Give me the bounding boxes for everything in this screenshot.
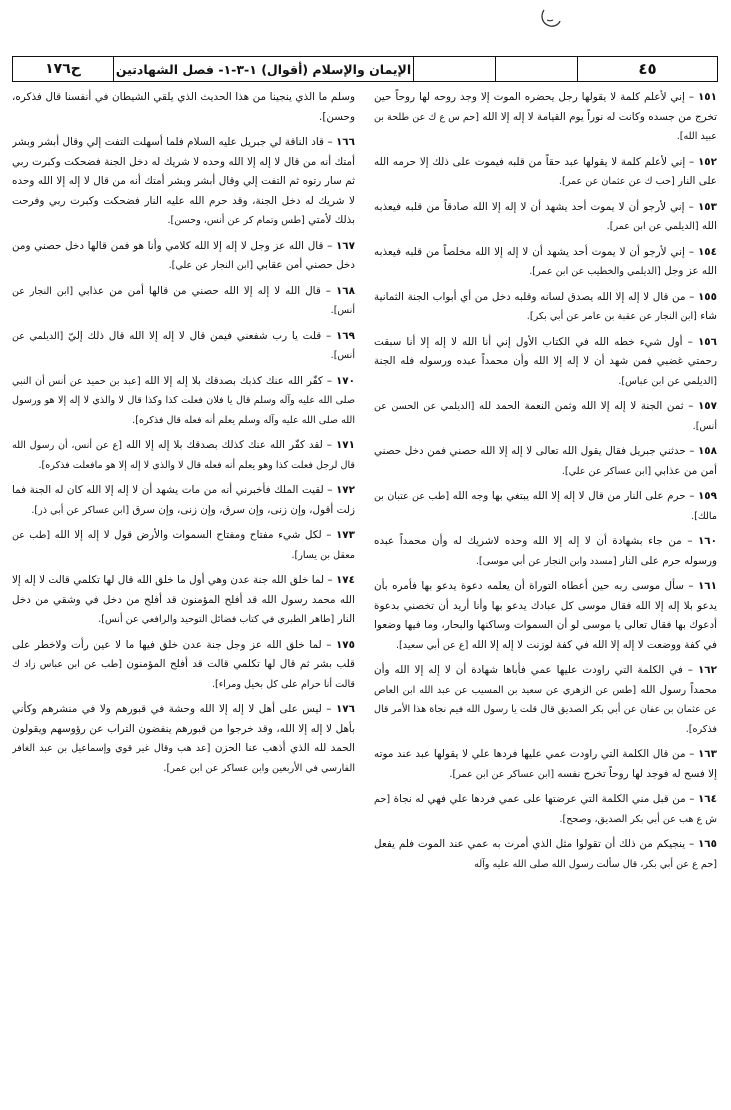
hadith-number: ١٦٤ bbox=[697, 793, 717, 805]
hadith-number: ١٥١ bbox=[697, 91, 717, 103]
hadith-text: ينجيكم من ذلك أن تقولوا مثل الذي أمرت به عمي عند الموت فلم يفعل bbox=[374, 838, 686, 850]
hadith-source: [طب عن عتبان بن مالك]. bbox=[374, 491, 717, 522]
hadith-entry: ١٦٥ – ينجيكم من ذلك أن تقولوا مثل الذي أمرت به عمي عند الموت فلم يفعل [حم ع عن أبي بكر، قال سألت رسول الله صلى الله عليه وآله bbox=[374, 838, 717, 870]
hadith-number: ١٧٤ bbox=[335, 574, 355, 586]
hadith-entry: ١٥٤ – إني لأرجو أن لا يموت أحد يشهد أن لا إله إلا الله مخلصاً من قلبه فيعذبه الله عز وجل [الديلمي والخطيب عن ابن عمر]. bbox=[374, 245, 717, 277]
section-title: الإيمان والإسلام (أقوال) ١-٣-١- فصل الشهادتين bbox=[113, 57, 413, 81]
hadith-text: قلت يا رب شفعني فيمن قال لا إله إلا الله قال ذلك إليّ bbox=[68, 329, 322, 342]
hadith-entry: ١٥٣ – إني لأرجو أن لا يموت أحد يشهد أن لا إله إلا الله صادقاً من قلبه فيعذبه الله [الديلمي عن ابن عمر]. bbox=[374, 200, 717, 232]
hadith-source: [ابن عساكر عن أبي ذر]. bbox=[31, 504, 130, 516]
hadith-number: ١٥٢ bbox=[697, 155, 717, 168]
hadith-text: لما خلق الله جنة عدن وهي أول ما خلق الله قال لها تكلمي قالت لا إله إلا الله محمد رسول الله قد أفلح المؤمنون قد أفلح من دخل في وشقي من دخل النار bbox=[12, 574, 355, 625]
hadith-source: [ابن عساكر عن ابن عمر]. bbox=[449, 768, 555, 780]
hadith-text: في الكلمة التي راودت عليها عمي فأباها شهادة أن لا إله إلا الله وأن محمداً رسول الله bbox=[374, 664, 717, 696]
hadith-source: [طس وتمام كر عن أنس، وحسن]. bbox=[167, 215, 305, 226]
ink-mark-icon bbox=[538, 8, 562, 30]
hadith-source: [عبد بن حميد عن أنس أن النبي صلى الله عليه وآله وسلم قال يا فلان فعلت كذا وكذا قال لا والذي لا إله إلا هو ورسول الله صلى الله عليه وآله وسلم يعلم أنه فعله قال فذكره]. bbox=[12, 375, 355, 426]
hadith-source: [حم ش ع هب عن أبي بكر الصديق، وصحح]. bbox=[374, 794, 717, 825]
hadith-text: ثمن الجنة لا إله إلا الله وثمن النعمة الحمد لله bbox=[478, 400, 684, 412]
hadith-text: إني لأعلم كلمة لا يقولها عبد حقاً من قلبه فيموت على ذلك إلا حرمه الله على النار bbox=[374, 155, 717, 187]
hadith-number: ١٦٨ bbox=[335, 284, 355, 297]
hadith-number: ١٥٧ bbox=[697, 400, 717, 412]
hadith-source: [طب عن معقل بن يسار]. bbox=[12, 530, 355, 561]
hadith-number: ١٧٢ bbox=[335, 484, 355, 496]
hadith-source: [حب ك عن عثمان عن عمر]. bbox=[558, 176, 675, 187]
hadith-number: ١٦٩ bbox=[335, 329, 355, 342]
hadith-source: [ع عن أنس، أن رسول الله قال لرجل فعلت كذا وهو يعلم أنه فعله قال لا والذي لا إله إلا هو مافعلت فذكره]. bbox=[12, 440, 355, 471]
hadith-text: قال الله عز وجل لا إله إلا الله كلامي وأنا هو فمن قالها دخل حصني ومن دخل حصني أمن عقابي bbox=[12, 239, 355, 271]
hadith-number: ١٥٩ bbox=[697, 490, 717, 502]
header-spacer bbox=[495, 57, 577, 81]
hadith-entry: ١٦٤ – من قبل مني الكلمة التي عرضتها على عمي فردها علي فهي له نجاة [حم ش ع هب عن أبي بكر الصديق، وصحح]. bbox=[374, 793, 717, 825]
hadith-text: من قبل مني الكلمة التي عرضتها على عمي فردها علي فهي له نجاة bbox=[393, 793, 686, 805]
hadith-entry: ١٥٨ – حدثني جبريل فقال يقول الله تعالى لا إله إلا الله حصني فمن دخل حصني أمن من عذابي [ابن عساكر عن علي]. bbox=[374, 445, 717, 477]
hadith-entry: ١٦٠ – من جاء بشهادة أن لا إله إلا الله وحده لاشريك له وأن محمداً عبده ورسوله حرم على النار [مسدد وابن النجار عن أبي موسى]. bbox=[374, 535, 717, 567]
hadith-entry: ١٥٩ – حرم على النار من قال لا إله إلا الله يبتغي بها وجه الله [طب عن عتبان بن مالك]. bbox=[374, 490, 717, 522]
left-column bbox=[12, 88, 355, 1100]
page-header bbox=[12, 56, 718, 82]
hadith-entry: ١٦٣ – من قال الكلمة التي راودت عمي عليها فردها علي لا يقولها عبد عند موته إلا فسح له فوجد لها روحاً تخرج نفسه [ابن عساكر عن ابن عمر]. bbox=[374, 748, 717, 780]
hadith-entry: ١٧٦ – ليس على أهل لا إله إلا الله وحشة في قبورهم ولا في منشرهم وكأني بأهل لا إله إلا الله، وقد خرجوا من قبورهم ينفضون التراب عن رؤوسهم ويقولون الحمد لله الذي أذهب عنا الحزن [عد هب وقال غير قوي وإسماعيل بن عبد الغافر الفارسي في الأربعين وابن عساكر عن ابن عمر]. bbox=[12, 703, 355, 774]
hadith-number: ١٦٥ bbox=[697, 838, 717, 850]
hadith-source: [طس عن الزهري عن سعيد بن المسيب عن عبد الله ابن العاص عن عثمان بن عفان عن أبي بكر الصديق قال قلت يا رسول الله فيم نجاة هذا الأمر قال فذكره]. bbox=[374, 684, 717, 735]
hadith-source: [ابن النجار عن أنس]. bbox=[12, 285, 355, 316]
hadith-number: ١٧١ bbox=[335, 439, 355, 451]
hadith-entry: ١٦٩ – قلت يا رب شفعني فيمن قال لا إله إلا الله قال ذلك إليّ [الديلمي عن أنس]. bbox=[12, 329, 355, 361]
hadith-source: [طب عن ابن عباس زاد ك قالت أنا حرام على كل بخيل ومراء]. bbox=[12, 659, 355, 690]
header-spacer bbox=[413, 57, 495, 81]
hadith-entry: ١٧٢ – لقيت الملك فأخبرني أنه من مات يشهد أن لا إله إلا الله كان له الجنة فما زلت أقول، وإن زنى، وإن سرق، وإن زنى، وإن سرق [ابن عساكر عن أبي ذر]. bbox=[12, 484, 355, 516]
hadith-number: ١٦٢ bbox=[697, 664, 717, 676]
hadith-source: [الديلمي عن ابن عمر]. bbox=[606, 221, 699, 232]
volume-reference: ح١٧٦ bbox=[45, 61, 81, 77]
hadith-text: قال الله لا إله إلا الله حصني من قالها أمن من عذابي bbox=[78, 284, 321, 297]
hadith-number: ١٧٣ bbox=[335, 529, 355, 541]
hadith-number: ١٦٦ bbox=[335, 136, 355, 148]
hadith-number: ١٦٧ bbox=[335, 239, 355, 252]
hadith-text: لكل شيء مفتاح ومفتاح السموات والأرض قول لا إله إلا الله bbox=[54, 529, 322, 541]
hadith-text: حدثني جبريل فقال يقول الله تعالى لا إله إلا الله حصني فمن دخل حصني أمن من عذابي bbox=[374, 445, 717, 477]
hadith-entry: ١٦٧ – قال الله عز وجل لا إله إلا الله كلامي وأنا هو فمن قالها دخل حصني ومن دخل حصني أمن عقابي [ابن النجار عن علي]. bbox=[12, 239, 355, 271]
hadith-text: من قال لا إله إلا الله يصدق لسانه وقلبه دخل من أي أبواب الجنة الثمانية شاء bbox=[374, 290, 717, 322]
hadith-source: [مسدد وابن النجار عن أبي موسى]. bbox=[475, 555, 617, 567]
hadith-source: [الديلمي عن الحسن عن أنس]. bbox=[374, 401, 717, 432]
hadith-number: ١٥٤ bbox=[697, 245, 717, 258]
hadith-text: لقيت الملك فأخبرني أنه من مات يشهد أن لا إله إلا الله كان له الجنة فما زلت أقول، وإن زنى، وإن سرق، وإن زنى، وإن سرق bbox=[12, 484, 355, 516]
hadith-text: لقد كفّر الله عنك كذلك بصدقك بلا إله إلا الله bbox=[126, 439, 323, 451]
hadith-source: [ابن النجار عن عقبة بن عامر عن أبي بكر]. bbox=[526, 311, 697, 322]
hadith-source: [عد هب وقال غير قوي وإسماعيل بن عبد الغافر الفارسي في الأربعين وابن عساكر عن ابن عمر]. bbox=[12, 743, 355, 774]
hadith-entry: ١٥١ – إني لأعلم كلمة لا يقولها رجل يحضره الموت إلا وجد روحه لها روحاً حين تخرج من جسده وكانت له نوراً يوم القيامة لا إله إلا الله [حم س ع ك عن طلحة بن عبيد الله]. bbox=[374, 91, 717, 142]
hadith-text: إني لأرجو أن لا يموت أحد يشهد أن لا إله إلا الله صادقاً من قلبه فيعذبه الله bbox=[374, 200, 717, 232]
hadith-source: [الديلمي عن ابن عباس]. bbox=[618, 375, 717, 387]
hadith-source: [حم س ع ك عن طلحة بن عبيد الله]. bbox=[374, 111, 717, 142]
hadith-entry: ١٦٦ – قاد الناقة لي جبريل عليه السلام فلما أسهلت التفت إلي وقال أبشر وبشر أمتك أنه من قال لا إله إلا الله وحده لا شريك له دخل الجنة فضحكت وكبرت ربي ثم سار رتوه ثم التفت إلي وقال أبشر وبشر أمتك أنه من قال لا إله إلا الله وحده لا شريك له دخل الجنة، وقد حرم الله عليه النار فضحكت وكبرت ربي وفرحت بذلك لأمتي [طس وتمام كر عن أنس، وحسن]. bbox=[12, 136, 355, 226]
hadith-number: ١٥٣ bbox=[697, 200, 717, 213]
hadith-entry: ١٦٢ – في الكلمة التي راودت عليها عمي فأباها شهادة أن لا إله إلا الله وأن محمداً رسول الله [طس عن الزهري عن سعيد بن المسيب عن عبد الله ابن العاص عن عثمان بن عفان عن أبي بكر الصديق قال قلت يا رسول الله فيم نجاة هذا الأمر قال فذكره]. bbox=[374, 664, 717, 735]
hadith-entry: ١٥٥ – من قال لا إله إلا الله يصدق لسانه وقلبه دخل من أي أبواب الجنة الثمانية شاء [ابن النجار عن عقبة بن عامر عن أبي بكر]. bbox=[374, 290, 717, 322]
hadith-entry bbox=[12, 88, 355, 127]
hadith-number: ١٥٨ bbox=[697, 445, 717, 457]
page-number: ٤٥ bbox=[577, 57, 717, 81]
hadith-number: ١٦٠ bbox=[697, 535, 717, 547]
hadith-entry: ١٥٦ – أول شيء خطه الله في الكتاب الأول إني أنا الله لا إله إلا أنا سبقت رحمتي غضبي فمن شهد أن لا إله إلا الله وأن محمداً عبده ورسوله فله الجنة [الديلمي عن ابن عباس]. bbox=[374, 335, 717, 387]
hadith-text: ليس على أهل لا إله إلا الله وحشة في قبورهم ولا في منشرهم وكأني بأهل لا إله إلا الله، وقد خرجوا من قبورهم ينفضون التراب عن رؤوسهم ويقولون الحمد لله الذي أذهب عنا الحزن bbox=[12, 703, 355, 754]
hadith-text: من قال الكلمة التي راودت عمي عليها فردها علي لا يقولها عبد عند موته إلا فسح له فوجد لها روحاً تخرج نفسه bbox=[374, 748, 717, 780]
hadith-entry: ١٧٣ – لكل شيء مفتاح ومفتاح السموات والأرض قول لا إله إلا الله [طب عن معقل بن يسار]. bbox=[12, 529, 355, 561]
hadith-entry: ١٧١ – لقد كفّر الله عنك كذلك بصدقك بلا إله إلا الله [ع عن أنس، أن رسول الله قال لرجل فعلت كذا وهو يعلم أنه فعله قال لا والذي لا إله إلا هو مافعلت فذكره]. bbox=[12, 439, 355, 471]
hadith-number: ١٦٣ bbox=[697, 748, 717, 760]
right-column bbox=[374, 88, 717, 1100]
hadith-text: حرم على النار من قال لا إله إلا الله يبتغي بها وجه الله bbox=[452, 490, 686, 502]
hadith-source: [الديلمي والخطيب عن ابن عمر]. bbox=[529, 266, 661, 277]
hadith-entry: ١٦٨ – قال الله لا إله إلا الله حصني من قالها أمن من عذابي [ابن النجار عن أنس]. bbox=[12, 284, 355, 316]
hadith-source: [حم ع عن أبي بكر، قال سألت رسول الله صلى الله عليه وآله bbox=[474, 858, 717, 870]
hadith-text: أول شيء خطه الله في الكتاب الأول إني أنا الله لا إله إلا أنا سبقت رحمتي غضبي فمن شهد أن لا إله إلا الله وأن محمداً عبده ورسوله فله الجنة bbox=[374, 335, 717, 367]
hadith-entry: ١٧٠ – كفّر الله عنك كذبك بصدقك بلا إله إلا الله [عبد بن حميد عن أنس أن النبي صلى الله عليه وآله وسلم قال يا فلان فعلت كذا وكذا قال لا والذي لا إله إلا هو ورسول الله صلى الله عليه وآله وسلم يعلم أنه فعله قال فذكره]. bbox=[12, 374, 355, 426]
hadith-number: ١٧٦ bbox=[335, 703, 355, 715]
hadith-text: إني لأعلم كلمة لا يقولها رجل يحضره الموت إلا وجد روحه لها روحاً حين تخرج من جسده وكانت له نوراً يوم القيامة لا إله إلا الله bbox=[374, 91, 717, 123]
hadith-entry: ١٦١ – سأل موسى ربه حين أعطاه التوراة أن يعلمه دعوة يدعو بها فأمره بأن يدعو بلا إله إلا الله فقال موسى كل عبادك يدعو بها وأنا أريد أن تخصني بدعوة أدعوك بها فقال تعالى يا موسى لو أن السموات وساكنها والبحار، وما فيها وضعوا في كفة ووضعت لا إله إلا الله في كفة لوزنت لا إله إلا الله [ع عن أبي سعيد]. bbox=[374, 580, 717, 651]
hadith-source: [ابن عساكر عن علي]. bbox=[561, 465, 652, 477]
hadith-text: إني لأرجو أن لا يموت أحد يشهد أن لا إله إلا الله مخلصاً من قلبه فيعذبه الله عز وجل bbox=[374, 245, 717, 277]
hadith-text: كفّر الله عنك كذبك بصدقك بلا إله إلا الله bbox=[144, 374, 323, 387]
hadith-text: من جاء بشهادة أن لا إله إلا الله وحده لاشريك له وأن محمداً عبده ورسوله حرم على النار bbox=[374, 535, 717, 567]
hadith-number: ١٧٠ bbox=[335, 374, 355, 387]
hadith-text: لما خلق الله عز وجل جنة عدن خلق فيها ما لا عين رأت ولاخطر على قلب بشر ثم قال لها تكلمي قالت قد أفلح المؤمنون bbox=[12, 638, 355, 670]
hadith-number: ١٧٥ bbox=[335, 638, 355, 651]
hadith-source: [طاهر الطبري في كتاب فضائل التوحيد والرافعي عن أنس]. bbox=[98, 614, 335, 625]
hadith-text: سأل موسى ربه حين أعطاه التوراة أن يعلمه دعوة يدعو بها فأمره بأن يدعو بلا إله إلا الله فقال موسى كل عبادك يدعو بها وأنا أريد أن تخصني بدعوة أدعوك بها فقال تعالى يا موسى لو أن السموات وساكنها والبحار، وما فيها وضعوا في كفة ووضعت لا إله إلا الله في كفة لوزنت لا إله إلا الله bbox=[374, 580, 717, 651]
hadith-text: قاد الناقة لي جبريل عليه السلام فلما أسهلت التفت إلي وقال أبشر وبشر أمتك أنه من قال لا إله إلا الله وحده لا شريك له دخل الجنة فضحكت وكبرت ربي ثم سار رتوه ثم التفت إلي وقال أبشر وبشر أمتك أنه من قال لا إله إلا الله وحده لا شريك له دخل الجنة، وقد حرم الله عليه النار فضحكت وكبرت ربي وفرحت بذلك لأمتي bbox=[12, 136, 355, 226]
hadith-number: ١٥٥ bbox=[697, 290, 717, 303]
hadith-entry: ١٧٤ – لما خلق الله جنة عدن وهي أول ما خلق الله قال لها تكلمي قالت لا إله إلا الله محمد رسول الله قد أفلح المؤمنون قد أفلح من دخل في وشقي من دخل النار [طاهر الطبري في كتاب فضائل التوحيد والرافعي عن أنس]. bbox=[12, 574, 355, 625]
hadith-number: ١٥٦ bbox=[697, 335, 717, 348]
hadith-source: [الديلمي عن أنس]. bbox=[12, 330, 355, 361]
hadith-number: ١٦١ bbox=[697, 580, 717, 592]
hadith-entry: ١٥٧ – ثمن الجنة لا إله إلا الله وثمن النعمة الحمد لله [الديلمي عن الحسن عن أنس]. bbox=[374, 400, 717, 432]
hadith-text: وسلم ما الذي ينجينا من هذا الحديث الذي يلقي الشيطان في أنفسنا قال فذكره، وحسن]. bbox=[12, 91, 355, 123]
hadith-entry: ١٧٥ – لما خلق الله عز وجل جنة عدن خلق فيها ما لا عين رأت ولاخطر على قلب بشر ثم قال لها تكلمي قالت قد أفلح المؤمنون [طب عن ابن عباس زاد ك قالت أنا حرام على كل بخيل ومراء]. bbox=[12, 638, 355, 690]
hadith-source: [ع عن أبي سعيد]. bbox=[396, 639, 469, 651]
hadith-source: [ابن النجار عن علي]. bbox=[168, 260, 254, 271]
hadith-entry: ١٥٢ – إني لأعلم كلمة لا يقولها عبد حقاً من قلبه فيموت على ذلك إلا حرمه الله على النار [حب ك عن عثمان عن عمر]. bbox=[374, 155, 717, 187]
